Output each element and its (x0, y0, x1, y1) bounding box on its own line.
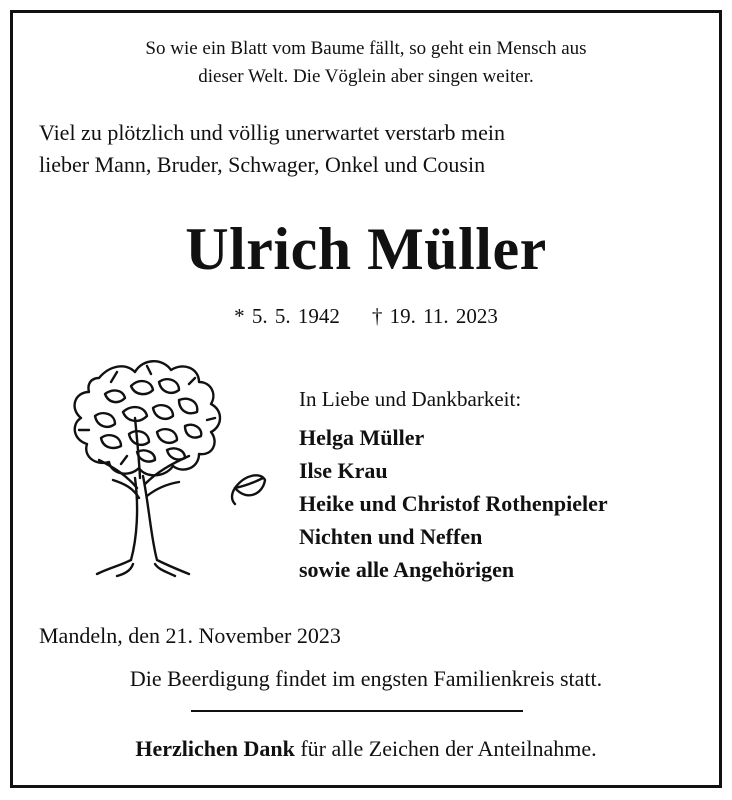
motto-line-2: dieser Welt. Die Vöglein aber singen weiter. (198, 66, 534, 87)
mourners-intro: In Liebe und Dankbarkeit: (299, 387, 522, 411)
place-and-date: Mandeln, den 21. November 2023 (39, 623, 341, 648)
thanks-bold: Herzlichen Dank (135, 736, 295, 761)
mourners-list (299, 421, 608, 586)
thanks-line (13, 733, 719, 765)
deceased-name: Ulrich Müller (185, 216, 547, 282)
birth-date: * 5. 5. 1942 (234, 304, 340, 328)
mourner-item: Heike und Christof Rothenpieler (299, 491, 608, 516)
mourner-item: Ilse Krau (299, 458, 388, 483)
intro-line-2: lieber Mann, Bruder, Schwager, Onkel und Cousin (39, 152, 486, 177)
intro-text (39, 117, 699, 181)
notice-frame (10, 10, 722, 788)
tree-with-falling-leaf-icon (39, 338, 271, 583)
death-date: † 19. 11. 2023 (371, 304, 498, 328)
divider-line (191, 710, 523, 712)
thanks-rest: für alle Zeichen der Anteilnahme. (294, 736, 597, 761)
intro-line-1: Viel zu plötzlich und völlig unerwartet verstarb mein (39, 120, 506, 145)
funeral-note: Die Beerdigung findet im engsten Familienkreis statt. (129, 666, 603, 691)
mourner-item: Helga Müller (299, 425, 425, 450)
mourner-item: Nichten und Neffen (299, 524, 483, 549)
motto-line-1: So wie ein Blatt vom Baume fällt, so geht ein Mensch aus (145, 38, 587, 59)
mourner-item: sowie alle Angehörigen (299, 557, 515, 582)
life-dates (13, 301, 719, 331)
motto (13, 35, 719, 91)
